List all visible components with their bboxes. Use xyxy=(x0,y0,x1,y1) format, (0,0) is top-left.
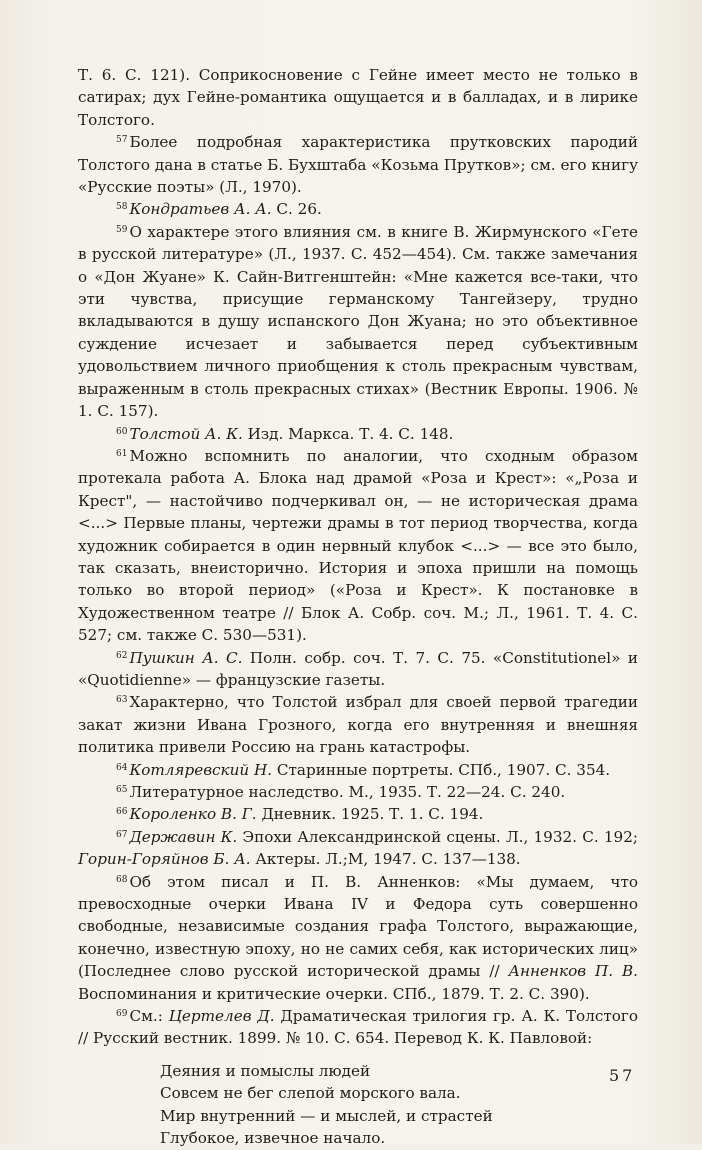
footnote-text: Можно вспомнить по аналогии, что сходным образом протекала работа А. Блока над драмой «Роза и Крест»: «„Роза и Крест", — настойчиво подчеркивал он, — не историческая драма <...> Первые планы, чертежи драмы в тот период творчества, когда художник собирается в один нервный клубок <...> — все это было, так сказать, внеисторично. История и эпоха пришли на помощь только во второй период» («Роза и Крест». К постановке в Художественном театре // Блок А. Собр. соч. М.; Л., 1961. Т. 4. С. 527; см. также С. 530—531). xyxy=(78,446,638,645)
author-name: Горин-Горяйнов Б. А. xyxy=(78,850,251,869)
footnote-64 xyxy=(78,759,638,781)
footnote-text: Об этом писал и П. В. Анненков: «Мы думаем, что превосходные очерки Ивана IV и Федора суть совершенно свободные, независимые создания графа Толстого, выражающие, конечно, известную эпоху, но не самих себя, как исторических лиц» (Последнее слово русской исторической драмы // xyxy=(78,872,638,981)
footnote-number: 58 xyxy=(116,202,128,213)
footnote-text: Характерно, что Толстой избрал для своей первой трагедии закат жизни Ивана Грозного, когда его внутренняя и внешняя политика привели Россию на грань катастрофы. xyxy=(78,693,638,757)
footnote-text: Воспоминания и критические очерки. СПб., 1879. Т. 2. С. 390). xyxy=(78,984,590,1003)
footnote-text: См.: xyxy=(129,1007,169,1026)
footnote-text: Т. 6. С. 121). Соприкосновение с Гейне имеет место не только в сатирах; дух Гейне-романтика ощущается и в балладах, и в лирике Толстого. xyxy=(78,66,638,129)
footnote-text: Полн. собр. соч. Т. 7. С. 75. «Constitutionel» и «Quotidienne» — французские газеты. xyxy=(78,648,639,689)
footnote-continuation xyxy=(78,64,638,131)
footnotes-text xyxy=(78,64,638,1150)
footnote-text: Драматическая трилогия гр. А. К. Толстого // Русский вестник. 1899. № 10. С. 654. Перевод К. К. Павловой: xyxy=(78,1007,638,1048)
author-name: Анненков П. В. xyxy=(508,962,638,981)
footnote-number: 61 xyxy=(116,448,128,459)
author-name: Короленко В. Г. xyxy=(129,805,257,824)
poem-line: Глубокое, извечное начало. xyxy=(160,1129,386,1148)
footnote-59 xyxy=(78,221,638,423)
poem-line: Деяния и помыслы людей xyxy=(160,1061,371,1080)
footnote-67 xyxy=(78,826,638,871)
author-name: Пушкин А. С. xyxy=(129,648,243,667)
footnote-text: Дневник. 1925. Т. 1. С. 194. xyxy=(256,805,484,824)
footnote-text: О характере этого влияния см. в книге В. Жирмунского «Гете в русской литературе» (Л., 1937. С. 452—454). См. также замечания о «Дон Жуане» К. Сайн-Витгенштейн: «Мне кажется все-таки, что эти чувства, присущие германскому Тангейзеру, трудно вкладываются в душу испанского Дон Жуана; но это объективное суждение исчезает и забывается перед субъективным удовольствием личного приобщения к столь прекрасным чувствам, выраженным в столь прекрасных стихах» (Вестник Европы. 1906. № 1. С. 157). xyxy=(78,222,638,421)
footnote-number: 57 xyxy=(116,135,128,146)
footnote-60 xyxy=(78,423,638,445)
footnote-62 xyxy=(78,647,638,692)
footnote-number: 66 xyxy=(116,807,128,818)
footnote-68 xyxy=(78,871,638,1005)
author-name: Кондратьев А. А. xyxy=(129,200,272,219)
footnote-number: 65 xyxy=(116,785,128,795)
poem-line: Мир внутренний — и мыслей, и страстей xyxy=(160,1106,493,1125)
footnote-number: 64 xyxy=(116,762,128,773)
footnote-number: 62 xyxy=(116,650,128,661)
footnote-63 xyxy=(78,691,638,758)
footnote-61 xyxy=(78,445,638,647)
footnote-number: 63 xyxy=(116,695,128,706)
footnote-text: Изд. Маркса. Т. 4. С. 148. xyxy=(242,424,454,443)
footnote-number: 67 xyxy=(116,829,128,840)
footnote-text: С. 26. xyxy=(271,200,322,219)
footnote-number: 69 xyxy=(116,1009,128,1020)
page-number: 57 xyxy=(609,1066,636,1085)
author-name: Цертелев Д. xyxy=(168,1007,275,1026)
footnote-58 xyxy=(78,198,638,220)
author-name: Котляревский Н. xyxy=(129,760,273,779)
footnote-number: 59 xyxy=(116,224,128,235)
author-name: Толстой А. К. xyxy=(129,424,243,443)
footnote-number: 68 xyxy=(116,874,128,885)
footnote-text: Литературное наследство. М., 1935. Т. 22—24. С. 240. xyxy=(129,783,566,801)
footnote-text: Старинные портреты. СПб., 1907. С. 354. xyxy=(272,760,611,779)
footnote-69 xyxy=(78,1005,638,1050)
footnote-number: 60 xyxy=(116,426,128,437)
footnote-57 xyxy=(78,131,638,198)
footnote-text: Актеры. Л.;М, 1947. С. 137—138. xyxy=(250,850,521,869)
footnote-text: Более подробная характеристика прутковских пародий Толстого дана в статье Б. Бухштаба «Козьма Прутков»; см. его книгу «Русские поэты» (Л., 1970). xyxy=(78,133,638,197)
footnote-66 xyxy=(78,803,638,825)
footnote-65 xyxy=(78,781,638,803)
poem-quote xyxy=(160,1060,638,1150)
footnote-text: Эпохи Александринской сцены. Л., 1932. С. 192; xyxy=(237,827,638,846)
author-name: Державин К. xyxy=(129,827,238,846)
poem-line: Совсем не бег слепой морского вала. xyxy=(160,1084,461,1103)
